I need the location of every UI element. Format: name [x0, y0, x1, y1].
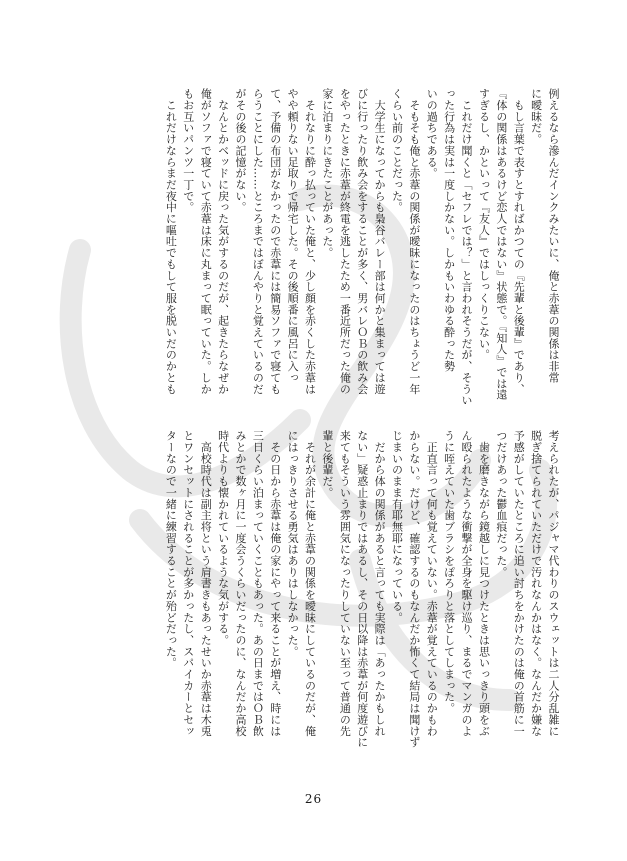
text-line: 『体の関係はあるけど恋人ではない』状態で。『知人』では遠	[494, 88, 508, 401]
upper-text-block	[110, 88, 562, 406]
text-line: に曖昧だ。	[529, 88, 543, 145]
text-line: 三日くらい泊まっていくこともあった。あの日まではＯＢ飲	[251, 430, 265, 737]
text-line: そもそも俺と赤葦の関係が曖昧になったのはちょうど一年	[407, 88, 421, 395]
text-line: じまいのまま有耶無耶になっている。	[390, 430, 404, 623]
text-line: もお互いパンツ一丁で。	[181, 88, 195, 213]
text-line: にはっきりさせる勇気はありはしなかった。	[286, 430, 300, 657]
text-line: もし言葉で表すとすればかつての『先輩と後輩』であり、	[512, 88, 526, 395]
text-line: すぎるし、かといって『友人』ではしっくりこない。	[477, 88, 491, 361]
text-line: これだけならまだ夜中に嘔吐でもして服を脱いだのかとも	[164, 88, 178, 395]
text-line: ん殴られたような衝撃が全身を駆け巡り、まるでマンガのよ	[460, 430, 474, 737]
text-line: て、予備の布団がなかったので赤葦には簡易ソファで寝ても	[268, 88, 282, 395]
text-line: うに咥えていた歯ブラシをぽろりと落としてしまった。	[442, 430, 456, 714]
text-line: とワンセットにされることが多かったし、スパイカーとセッ	[181, 430, 195, 737]
text-line: 家に泊まりにきたことがあった。	[320, 88, 334, 259]
text-line: 来てもそういう雰囲気になったりしていない至って普通の先	[338, 430, 352, 737]
text-line: 例えるなら滲んだインクみたいに、俺と赤葦の関係は非常	[547, 88, 560, 384]
text-line: 歯を磨きながら鏡越しに見つけたときは思いっきり頭をぶ	[477, 430, 491, 737]
text-line: びに行ったり飲み会をすることが多く、男バレＯＢの飲み会	[355, 88, 369, 395]
text-line: 俺がソファで寝ていて赤葦は床に丸まって眠っていた。しか	[199, 88, 213, 395]
text-line: ターなので一緒に練習することが殆どだった。	[164, 430, 178, 669]
text-line: 脱ぎ捨てられていただけで汚れなんかはなく。なんだか嫌な	[529, 430, 543, 737]
page-number: 26	[304, 792, 323, 806]
text-line: 輩と後輩だ。	[320, 430, 334, 499]
text-line: なんとかベッドに戻った気がするのだが、起きたらなぜか	[216, 88, 230, 395]
text-line: 高校時代は副主将という肩書きもあったせいか赤葦は木兎	[199, 430, 213, 737]
text-line: その日から赤葦は俺の家にやって来ることが増え、時には	[268, 430, 282, 737]
text-line: がその後の記憶がない。	[233, 88, 247, 213]
text-line: 時代よりも懐かれているような気がする。	[216, 430, 230, 646]
text-line: をやったときに赤葦が終電を逃したため一番近所だった俺の	[338, 88, 352, 395]
text-line: それなりに酔っ払っていた俺と、少し顔を赤くした赤葦は	[303, 88, 317, 395]
lower-text-block	[110, 430, 562, 750]
text-line: やや頼りない足取りで帰宅した。その後順番に風呂に入っ	[286, 88, 300, 384]
text-line: いの過ちである。	[425, 88, 439, 179]
text-line: 考えられたが、パジャマ代わりのスウェットは二人分乱雑に	[547, 430, 560, 737]
text-line: ない」疑惑止まりではあるし、その日以降は赤葦が何度遊びに	[355, 430, 369, 748]
text-line: だから体の関係があると言っても実際は「あったかもしれ	[373, 430, 387, 737]
text-line: 予感がしていたところに追い討ちをかけたのは俺の首筋に一	[512, 430, 526, 737]
text-line: みとかで数ヶ月に一度会うくらいだったのに、なんだか高校	[233, 430, 247, 737]
text-line: 大学生になってからも梟谷バレー部は何かと集まっては遊	[373, 88, 387, 395]
text-line: つだけあった鬱血痕だった。	[494, 430, 508, 578]
text-line: 正直言って何も覚えていない。赤葦が覚えているのかもわ	[425, 430, 439, 737]
text-line: くらい前のことだった。	[390, 88, 404, 213]
text-line: それが余計に俺と赤葦の関係を曖昧にしているのだが、俺	[303, 430, 317, 737]
text-line: これだけ聞くと「セフレでは？」と言われそうだが、そうい	[460, 88, 474, 406]
text-line: らうことにした……ところまではぼんやりと覚えているのだ	[251, 88, 265, 395]
text-line: った行為は実は一度しかない。しかもいわゆる酔った勢	[442, 88, 456, 372]
text-line: からない。だけど、確認するのもなんだか怖くて結局は聞けず	[407, 430, 421, 748]
